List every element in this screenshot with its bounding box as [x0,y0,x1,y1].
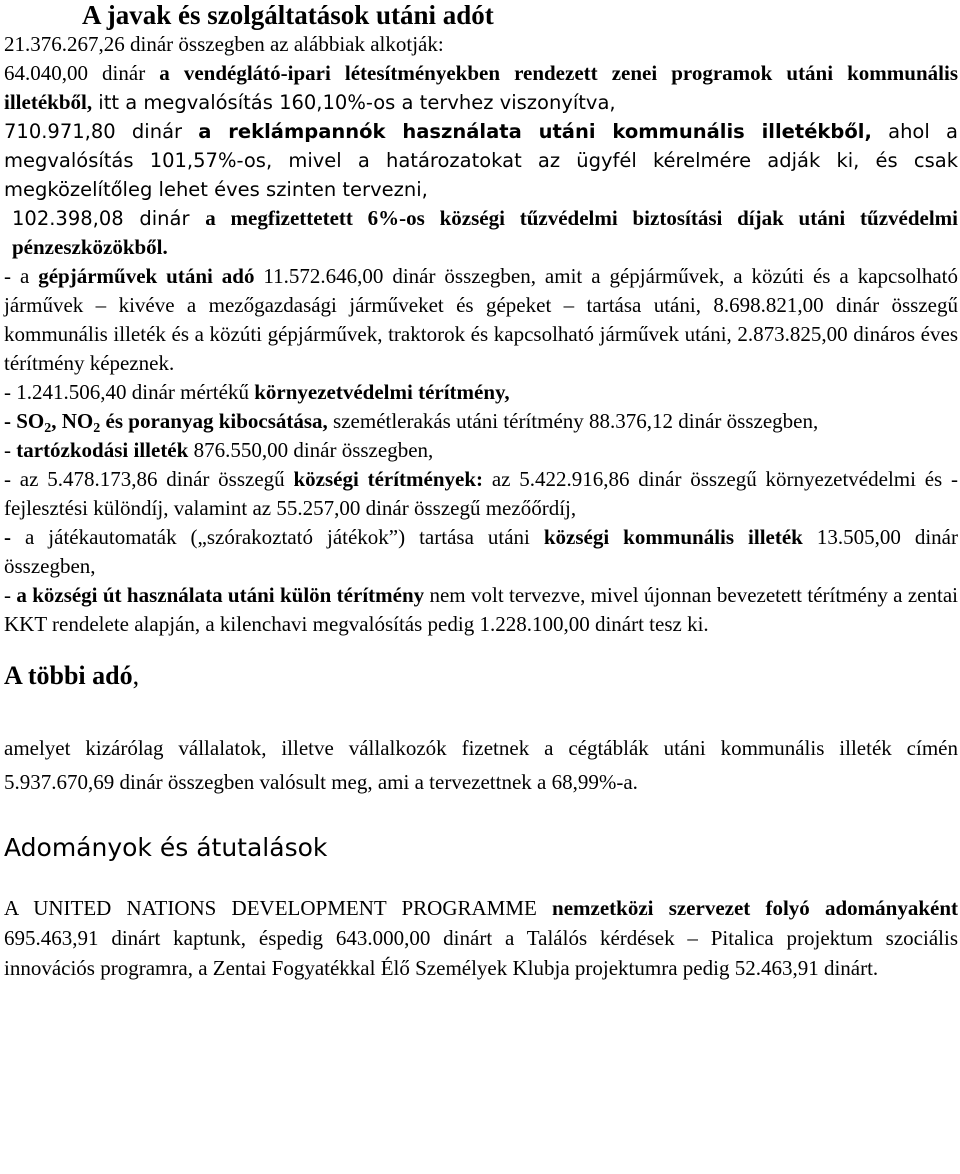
heading-text: A többi adó [4,661,133,690]
subscript: 2 [44,421,52,436]
body-text: ahol a megvalósítás 101,57%-os, mivel a határozatokat az ügyfél kérelmére adják ki, és csak megközelítőleg lehet éves szinten tervezni, [4,120,958,201]
bold-text: - [4,525,25,549]
body-text: az 5.422.916,86 dinár összegű környezetvédelmi és -fejlesztési különdíj, valamint az 55.257,00 dinár összegű mezőőrdíj, [4,467,959,520]
body-text: - [4,438,17,462]
bold-text: környezetvédelmi térítmény, [254,380,510,404]
body-text: szemétlerakás utáni térítmény 88.376,12 dinár összegben, [327,409,819,433]
body-text: a játékautomaták („szórakoztató játékok”) tartása utáni [24,525,544,549]
paragraph-kozsegi-teritmenyek [4,465,958,523]
body-text: 11.572.646,00 dinár összegben, amit a gépjárművek, a közúti és a kapcsolható járművek – kivéve a mezőgazdasági járműveket és gépeket – tartása utáni, 8.698.821,00 dinár összegű kommunális illeték és a közúti gépjárművek, traktorok és kapcsolható járművek utáni, 2.873.825,00 dináros éves térítmény képeznek. [4,264,958,375]
body-text: nem volt tervezve, mivel újonnan bevezetett térítmény a zentai KKT rendelete alapján, a kilenchavi megvalósítás pedig 1.228.100,00 dinárt tesz ki. [4,583,958,636]
section-title-javak: A javak és szolgáltatások utáni adót [82,0,494,30]
bold-text: községi térítmények: [293,467,484,491]
paragraph-reklam [4,117,958,204]
heading-adomanyok: Adományok és átutalások [4,833,328,862]
paragraph-cegtablak [4,731,958,799]
amount-text: 710.971,80 dinár [4,120,199,143]
body-text: - a [4,264,39,288]
paragraph-tuzvedelmi [4,204,958,262]
bold-text: tartózkodási illeték [16,438,189,462]
body-text: amelyet kizárólag vállalatok, illetve vállalkozók fizetnek a cégtáblák utáni kommunális illeték címén 5.937.670,69 dinár összegben valósult meg, ami a tervezettnek a 68,99%-a. [4,736,958,794]
bold-text: a községi út használata utáni külön térítmény [16,583,425,607]
bold-text: községi kommunális illeték [543,525,803,549]
paragraph-tartozkodasi [4,436,958,465]
body-text: 876.550,00 dinár összegben, [188,438,434,462]
body-text: - az 5.478.173,86 dinár összegű [4,467,294,491]
amount-text: 64.040,00 dinár [4,61,160,85]
intro-text: 21.376.267,26 dinár összegben az alábbiak alkotják: [4,32,444,56]
bold-text: nemzetközi szervezet folyó adományaként [552,896,959,920]
paragraph-zenei [4,59,958,117]
paragraph-jatekautomatak [4,523,958,581]
paragraph-gepjarmu [4,262,958,378]
bold-text: és poranyag kibocsátása, [100,409,328,433]
amount-text: 102.398,08 dinár [12,207,206,230]
bold-text: a vendéglátó-ipari létesítményekben rendezett zenei programok utáni kommunális illetékből, [4,61,958,114]
bold-text: a reklámpannók használata utáni kommunális illetékből, [198,120,872,143]
bold-text: , NO [51,409,94,433]
paragraph-kornyezetvedelmi [4,378,958,407]
body-text: 695.463,91 dinárt kaptunk, éspedig 643.000,00 dinárt a Találós kérdések – Pitalica projektum szociális innovációs programra, a Zentai Fogyatékkal Élő Személyek Klubja projektumra pedig 52.463,91 dinárt. [4,926,958,980]
body-text: itt a megvalósítás 160,10%-os a tervhez viszonyítva, [92,91,616,114]
bold-text: - SO [4,409,45,433]
heading-tobbi-ado [4,661,958,691]
paragraph-kozsegi-ut [4,581,958,639]
paragraph-intro [4,30,958,59]
body-text: A UNITED NATIONS DEVELOPMENT PROGRAMME [4,896,553,920]
body-text: - [4,583,17,607]
body-text: - 1.241.506,40 dinár mértékű [4,380,255,404]
heading-punct: , [132,661,140,690]
paragraph-undp [4,893,958,983]
subscript: 2 [93,421,101,436]
bold-text: a megfizettetett 6%-os községi tűzvédelmi biztosítási díjak utáni tűzvédelmi pénzeszközökből. [12,206,959,259]
body-text: 13.505,00 dinár összegben, [4,525,958,578]
paragraph-so2-no2 [4,407,958,436]
bold-text: gépjárművek utáni adó [38,264,255,288]
